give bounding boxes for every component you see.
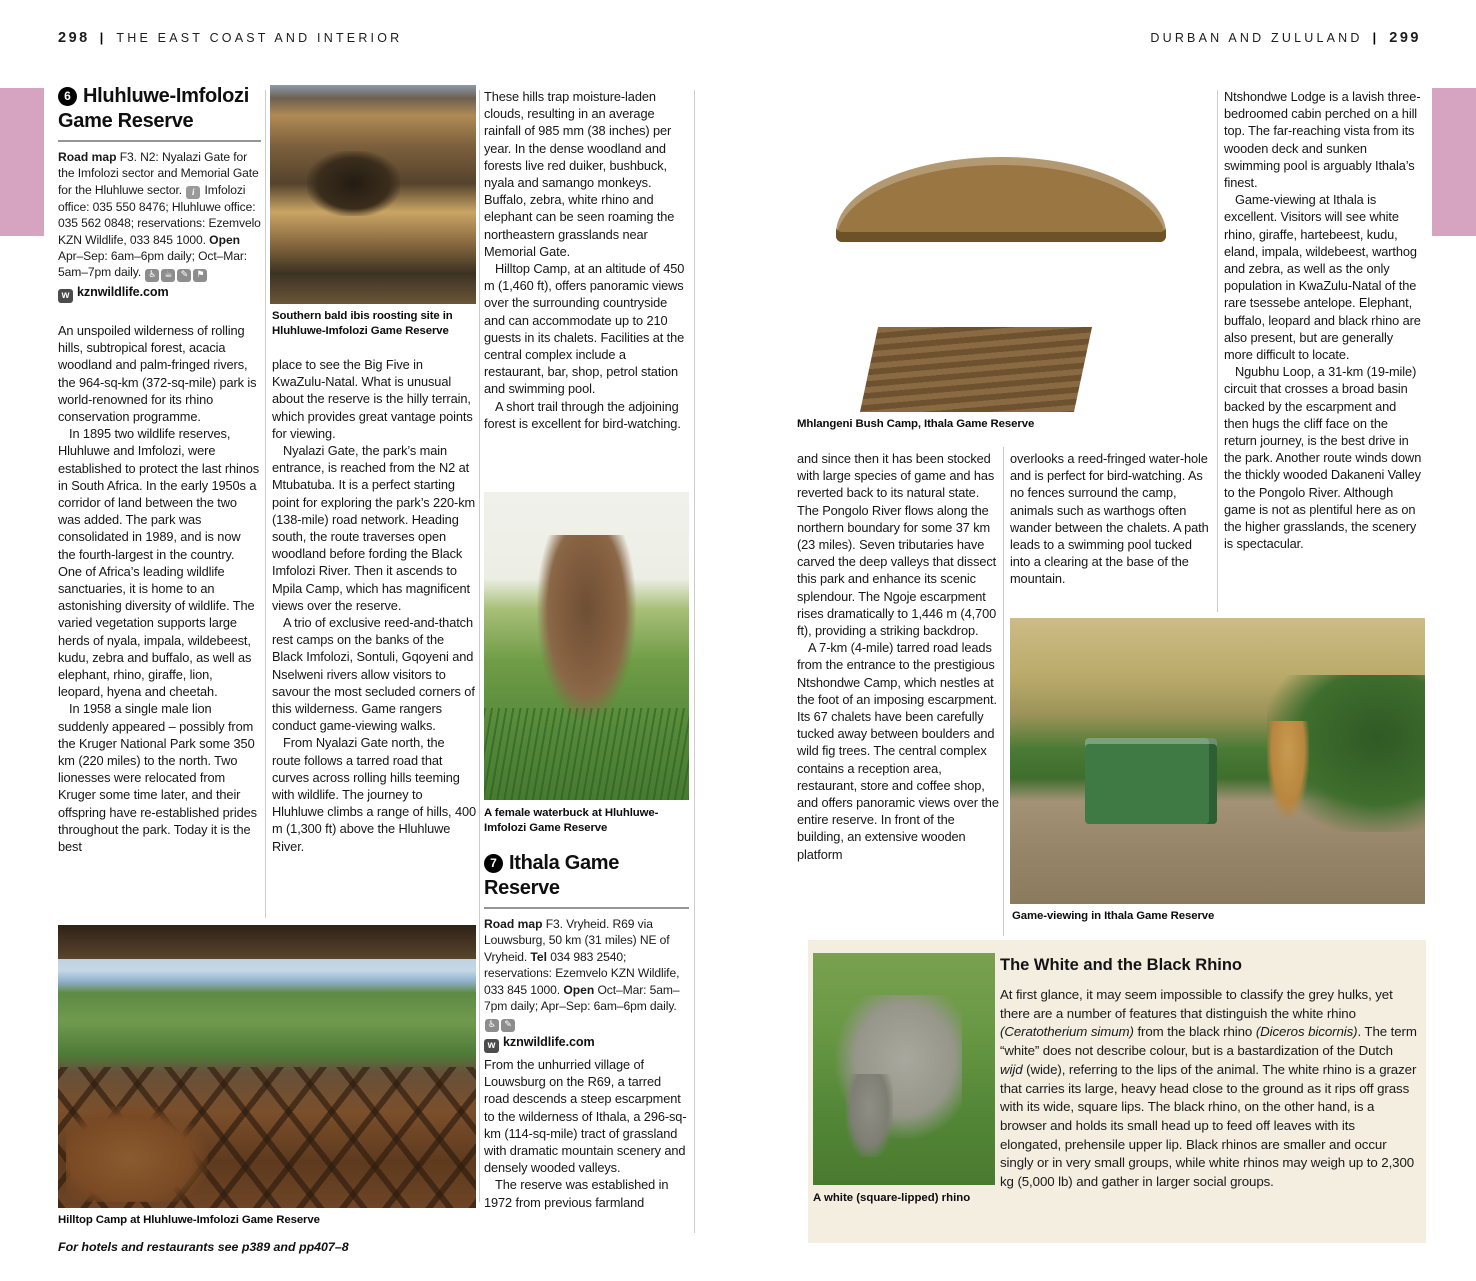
right-column-1-body [797, 450, 1001, 938]
paragraph: Hilltop Camp, at an altitude of 450 m (1,460 ft), offers panoramic views over the surrounding countryside and can accommodate up to 210 guests in its chalets. Facilities at the central complex include a restaurant, bar, shop, petrol station and swimming pool. [484, 261, 685, 397]
game-viewing-photo [1010, 618, 1425, 904]
tel-text: 034 983 2540; reservations: Ezemvelo KZN Wildlife, 033 845 1000. [484, 949, 680, 997]
section-title-line2: Reserve [484, 877, 560, 899]
text-segment: (wide), referring to the lips of the animal. The white rhino is a grazer that carries its large, heavy head close to the ground as it rips off grass with its wide, square lips. The black rhino, on the other hand, is a browser and holds its small head up to feed off leaves with its elongated, prehensile upper lip. Black rhinos are smaller and occur singly or in very small groups, while white rhinos may weigh up to 2,300 kg (5,000 lb) and gather in larger social groups. [1000, 1061, 1417, 1190]
rhino-head-shape [846, 1074, 893, 1158]
section-title: Hluhluwe-Imfolozi [83, 85, 249, 107]
bushcamp-photo-caption: Mhlangeni Bush Camp, Ithala Game Reserve [797, 418, 1035, 430]
left-column-3-bottom [484, 1056, 689, 1236]
page-number-left: 298 [58, 30, 90, 46]
dutch-word: wijd [1000, 1061, 1023, 1077]
left-column-2-body [272, 356, 476, 922]
table-shape [66, 1106, 208, 1202]
visitor-info-block [484, 916, 689, 1053]
column-rule [265, 90, 266, 918]
column-rule [479, 90, 480, 1202]
paragraph: In 1895 two wildlife reserves, Hluhluwe and Imfolozi, were established to protect the last rhinos in South Africa. In the early 1950s a corridor of land between the two was added. The park was consolidated in 1989, and is now the fourth-largest in the country. One of Africa’s leading wildlife sanctuaries, it is home to an astonishing diversity of wildlife. The varied vegetation supports large herds of nyala, impala, wildebeest, kudu, zebra and buffalo, as well as elephant, rhino, giraffe, lion, leopard, hyena and cheetah. [58, 426, 260, 700]
paragraph: Ngubhu Loop, a 31-km (19-mile) circuit that crosses a broad basin backed by the escarpment and then hugs the cliff face on the return journey, is the best drive in the park. Another route winds down the thickly wooded Dakaneni Valley to the Pongolo River. Although game is not as plentiful here as on the higher grasslands, the scenery is spectacular. [1224, 364, 1422, 552]
right-column-2-body [1010, 450, 1211, 615]
latin-name: (Diceros bicornis) [1255, 1024, 1358, 1040]
paragraph: overlooks a reed-fringed water-hole and is perfect for bird-watching. As no fences surround the camp, animals such as warthogs often wander between the chalets. A path leads to a swimming pool tucked into a clearing at the base of the mountain. [1010, 451, 1209, 587]
section-number-badge: 7 [484, 854, 503, 873]
paragraph: Nyalazi Gate, the park’s main entrance, is reached from the N2 at Mtubatuba. It is a perfect starting point for exploring the park’s 220-km (138-mile) road network. Heading south, the route traverses open woodland before fording the Black Imfolozi River. Then it ascends to Mpila Camp, which has magnificent views over the reserve. [272, 443, 476, 613]
wheelchair-icon: ♿ [485, 1019, 499, 1032]
column-rule [1003, 447, 1004, 936]
footer-note: For hotels and restaurants see p389 and pp407–8 [58, 1240, 349, 1254]
hilltop-photo-caption: Hilltop Camp at Hluhluwe-Imfolozi Game Reserve [58, 1214, 320, 1226]
veranda-roof-shape [58, 925, 476, 959]
waterbuck-photo-caption: A female waterbuck at Hluhluwe-Imfolozi Game Reserve [484, 807, 659, 834]
hilltop-camp-photo [58, 925, 476, 1208]
feature-box-title: The White and the Black Rhino [1000, 956, 1243, 974]
paragraph: place to see the Big Five in KwaZulu-Natal. What is unusual about the reserve is the hilly terrain, which provides great vantage points for viewing. [272, 357, 473, 441]
section-title: Ithala Game [509, 852, 620, 874]
latin-name: (Ceratotherium simum) [1000, 1024, 1134, 1040]
left-column-3-top [484, 88, 689, 488]
info-icon: i [186, 186, 200, 199]
shop-icon: ✎ [501, 1019, 515, 1032]
header-title-right: DURBAN AND ZULULAND [1150, 31, 1363, 45]
paragraph: In 1958 a single male lion suddenly appeared – possibly from the Kruger National Park some 350 km (220 miles) to the north. Two lionesses were relocated from Kruger some time later, and their offspring have re-established prides throughout the park. Today it is the best [58, 701, 257, 855]
header-separator-right: | [1372, 31, 1380, 45]
web-icon: w [484, 1039, 499, 1053]
walkway-shape [860, 327, 1092, 412]
shop-icon: ✎ [177, 269, 191, 282]
paragraph: From Nyalazi Gate north, the route follows a tarred road that curves across rolling hills teeming with wildlife. The journey to Hluhluwe climbs a range of hills, 400 m (1,300 ft) above the Hluhluwe River. [272, 735, 476, 854]
column-rule [694, 90, 695, 1233]
paragraph: A trio of exclusive reed-and-thatch rest camps on the banks of the Black Imfolozi, Sontuli, Gqoyeni and Nselweni rivers allow visitors to savour the most secluded corners of this wilderness. Game rangers conduct game-viewing walks. [272, 615, 475, 734]
website-row [484, 1034, 689, 1053]
roadmap-label: Road map [58, 150, 117, 164]
web-icon: w [58, 289, 73, 303]
roadmap-label: Road map [484, 917, 543, 931]
open-label: Open [209, 232, 241, 247]
cliff-cavity-shape [307, 151, 400, 217]
safari-truck-shape [1085, 738, 1218, 824]
roadmap-text: F3. N2: Nyalazi Gate for the Imfolozi sector and Memorial Gate for the Hluhluwe sector. [58, 150, 259, 197]
paragraph: and since then it has been stocked with large species of game and has reverted back to its natural state. The Pongolo River flows along the northern boundary for some 37 km (23 miles). Seven tributaries have carved the deep valleys that dissect this park and enhance its scenic splendour. The Ngoje escarpment rises dramatically to 1,446 m (4,700 ft), providing a striking backdrop. [797, 451, 997, 639]
wheelchair-icon: ♿ [145, 269, 159, 282]
ibis-photo-caption: Southern bald ibis roosting site in Hluhluwe-Imfolozi Game Reserve [272, 310, 453, 337]
waterbuck-photo [484, 492, 689, 800]
left-column-1-body [58, 322, 261, 922]
cloud-shape [828, 105, 1158, 157]
page-number-right: 299 [1389, 30, 1421, 46]
rhino-photo-caption: A white (square-lipped) rhino [813, 1192, 971, 1204]
column-rule [1217, 90, 1218, 612]
camp-icon: ⚑ [193, 269, 207, 282]
website-url: kznwildlife.com [503, 1035, 595, 1050]
paragraph: The reserve was established in 1972 from previous farmland [484, 1177, 669, 1210]
giraffe-shape [1267, 721, 1309, 818]
grass-shape [484, 708, 689, 800]
section-title-line2: Game Reserve [58, 110, 194, 132]
thumb-tab-left [0, 88, 44, 236]
bush-camp-photo [795, 85, 1207, 412]
section-heading [484, 852, 689, 900]
rhino-feature-box [808, 940, 1426, 1243]
paragraph: A short trail through the adjoining forest is excellent for bird-watching. [484, 398, 681, 431]
cafe-icon: ☕ [161, 269, 175, 282]
website-url: kznwildlife.com [77, 285, 169, 300]
tel-label: Tel [530, 949, 547, 964]
white-rhino-photo [813, 953, 995, 1185]
paragraph: Ntshondwe Lodge is a lavish three-bedroomed cabin perched on a hill top. The far-reaching vista from its wooden deck and sunken swimming pool is arguably Ithala’s finest. [1224, 89, 1421, 191]
heading-divider [58, 140, 261, 142]
gameviewing-photo-caption: Game-viewing in Ithala Game Reserve [1012, 910, 1215, 922]
thatch-roof-shape [836, 157, 1166, 242]
header-title-left: THE EAST COAST AND INTERIOR [116, 31, 403, 45]
text-segment: At first glance, it may seem impossible to classify the grey hulks, yet there are a number of features that distinguish the white rhino [1000, 987, 1393, 1021]
visitor-info-block [58, 149, 261, 303]
section-hluhluwe-header [58, 85, 261, 303]
open-text: Apr–Sep: 6am–6pm daily; Oct–Mar: 5am–7pm daily. [58, 249, 248, 280]
text-segment: from the black rhino [1133, 1024, 1256, 1040]
feature-box-text [1000, 986, 1418, 1192]
contact-text: Imfolozi office: 035 550 8476; Hluhluwe office: 035 562 0848; reservations: Ezemvelo KZN Wildlife, 033 845 1000. [58, 182, 261, 247]
text-segment: . The term “white” does not describe colour, but is a bastardization of the Dutch [1000, 1024, 1417, 1059]
page-header-left [58, 30, 402, 46]
page-header-right [1150, 30, 1421, 46]
heading-divider [484, 907, 689, 909]
paragraph: Game-viewing at Ithala is excellent. Visitors will see white rhino, giraffe, hartebeest, kudu, eland, impala, wildebeest, warthog and zebra, as well as the only population in KwaZulu-Natal of the rare tsessebe antelope. Elephant, buffalo, leopard and black rhino are also present, but are generally more difficult to locate. [1224, 192, 1421, 363]
section-number-badge: 6 [58, 87, 77, 106]
ibis-cliff-photo [270, 85, 476, 304]
section-ithala-header [484, 852, 689, 1053]
waterbuck-shape [537, 535, 635, 720]
open-text: Oct–Mar: 5am–7pm daily; Apr–Sep: 6am–6pm daily. [484, 982, 680, 1014]
website-row [58, 284, 261, 303]
section-heading [58, 85, 261, 133]
paragraph: An unspoiled wilderness of rolling hills, subtropical forest, acacia woodland and palm-fringed rivers, the 964-sq-km (372-sq-mile) park is world-renowned for its rhino conservation programme. [58, 323, 257, 425]
header-separator: | [99, 31, 107, 45]
paragraph: A 7-km (4-mile) tarred road leads from the entrance to the prestigious Ntshondwe Camp, which nestles at the foot of an imposing escarpment. Its 67 chalets have been carefully tucked away between boulders and wild fig trees. The central complex contains a reception area, restaurant, store and coffee shop, and offers panoramic views over the entire reserve. In front of the building, an extensive wooden platform [797, 640, 999, 862]
roadmap-text: F3. Vryheid. R69 via Louwsburg, 50 km (31 miles) NE of Vryheid. [484, 917, 670, 964]
thumb-tab-right [1432, 88, 1476, 236]
open-label: Open [563, 982, 595, 997]
paragraph: From the unhurried village of Louwsburg on the R69, a tarred road descends a steep escarpment to the wilderness of Ithala, a 296-sq-km (114-sq-mile) tract of grassland with dramatic mountain scenery and densely wooded valleys. [484, 1057, 687, 1176]
paragraph: These hills trap moisture-laden clouds, resulting in an average rainfall of 985 mm (38 inches) per year. In the dense woodland and forests live red duiker, bushbuck, nyala and samango monkeys. Buffalo, zebra, white rhino and elephant can be seen roaming the northeastern grasslands near Memorial Gate. [484, 89, 675, 259]
right-column-3-body [1224, 88, 1424, 618]
